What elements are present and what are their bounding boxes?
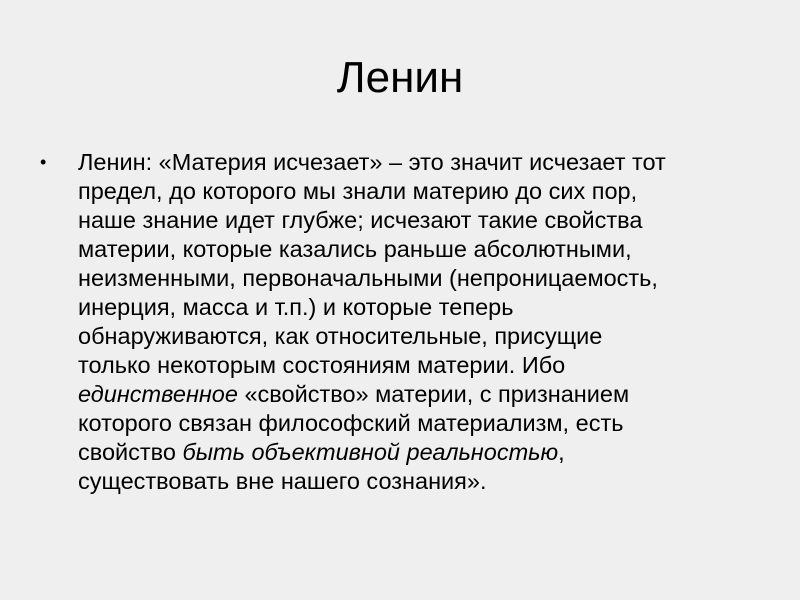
quote-line-9 bbox=[78, 380, 760, 409]
quote-line-12: существовать вне нашего сознания». bbox=[78, 468, 487, 494]
quote-line-2: предел, до которого мы знали материю до сих пор, bbox=[78, 178, 638, 204]
quote-line-1: Ленин: «Материя исчезает» – это значит исчезает тот bbox=[78, 149, 666, 175]
quote-line-5: неизменными, первоначальными (непроницаемость, bbox=[78, 265, 658, 291]
quote-line-10: которого связан философский материализм, есть bbox=[78, 410, 624, 436]
quote-line-7: обнаруживаются, как относительные, присущие bbox=[78, 323, 603, 349]
quote-line-9-rest: «свойство» материи, с признанием bbox=[237, 381, 630, 407]
quote-line-6: инерция, масса и т.п.) и которые теперь bbox=[78, 294, 514, 320]
bullet-item-lenin-quote bbox=[40, 148, 760, 496]
quote-line-3: наше знание идет глубже; исчезают такие свойства bbox=[78, 207, 643, 233]
quote-line-11-end: , bbox=[558, 439, 565, 465]
italic-emphasis: единственное bbox=[78, 381, 238, 407]
slide-title: Ленин bbox=[336, 53, 464, 102]
bullet-list bbox=[40, 148, 760, 496]
quote-line-8: только некоторым состояниям материи. Ибо bbox=[78, 352, 566, 378]
bullet-marker: • bbox=[40, 152, 47, 172]
quote-line-4: материи, которые казались раньше абсолютными, bbox=[78, 236, 632, 262]
quote-line-11-start: свойство bbox=[78, 439, 183, 465]
italic-emphasis: быть объективной реальностью bbox=[182, 439, 559, 465]
quote-line-11 bbox=[78, 438, 760, 467]
